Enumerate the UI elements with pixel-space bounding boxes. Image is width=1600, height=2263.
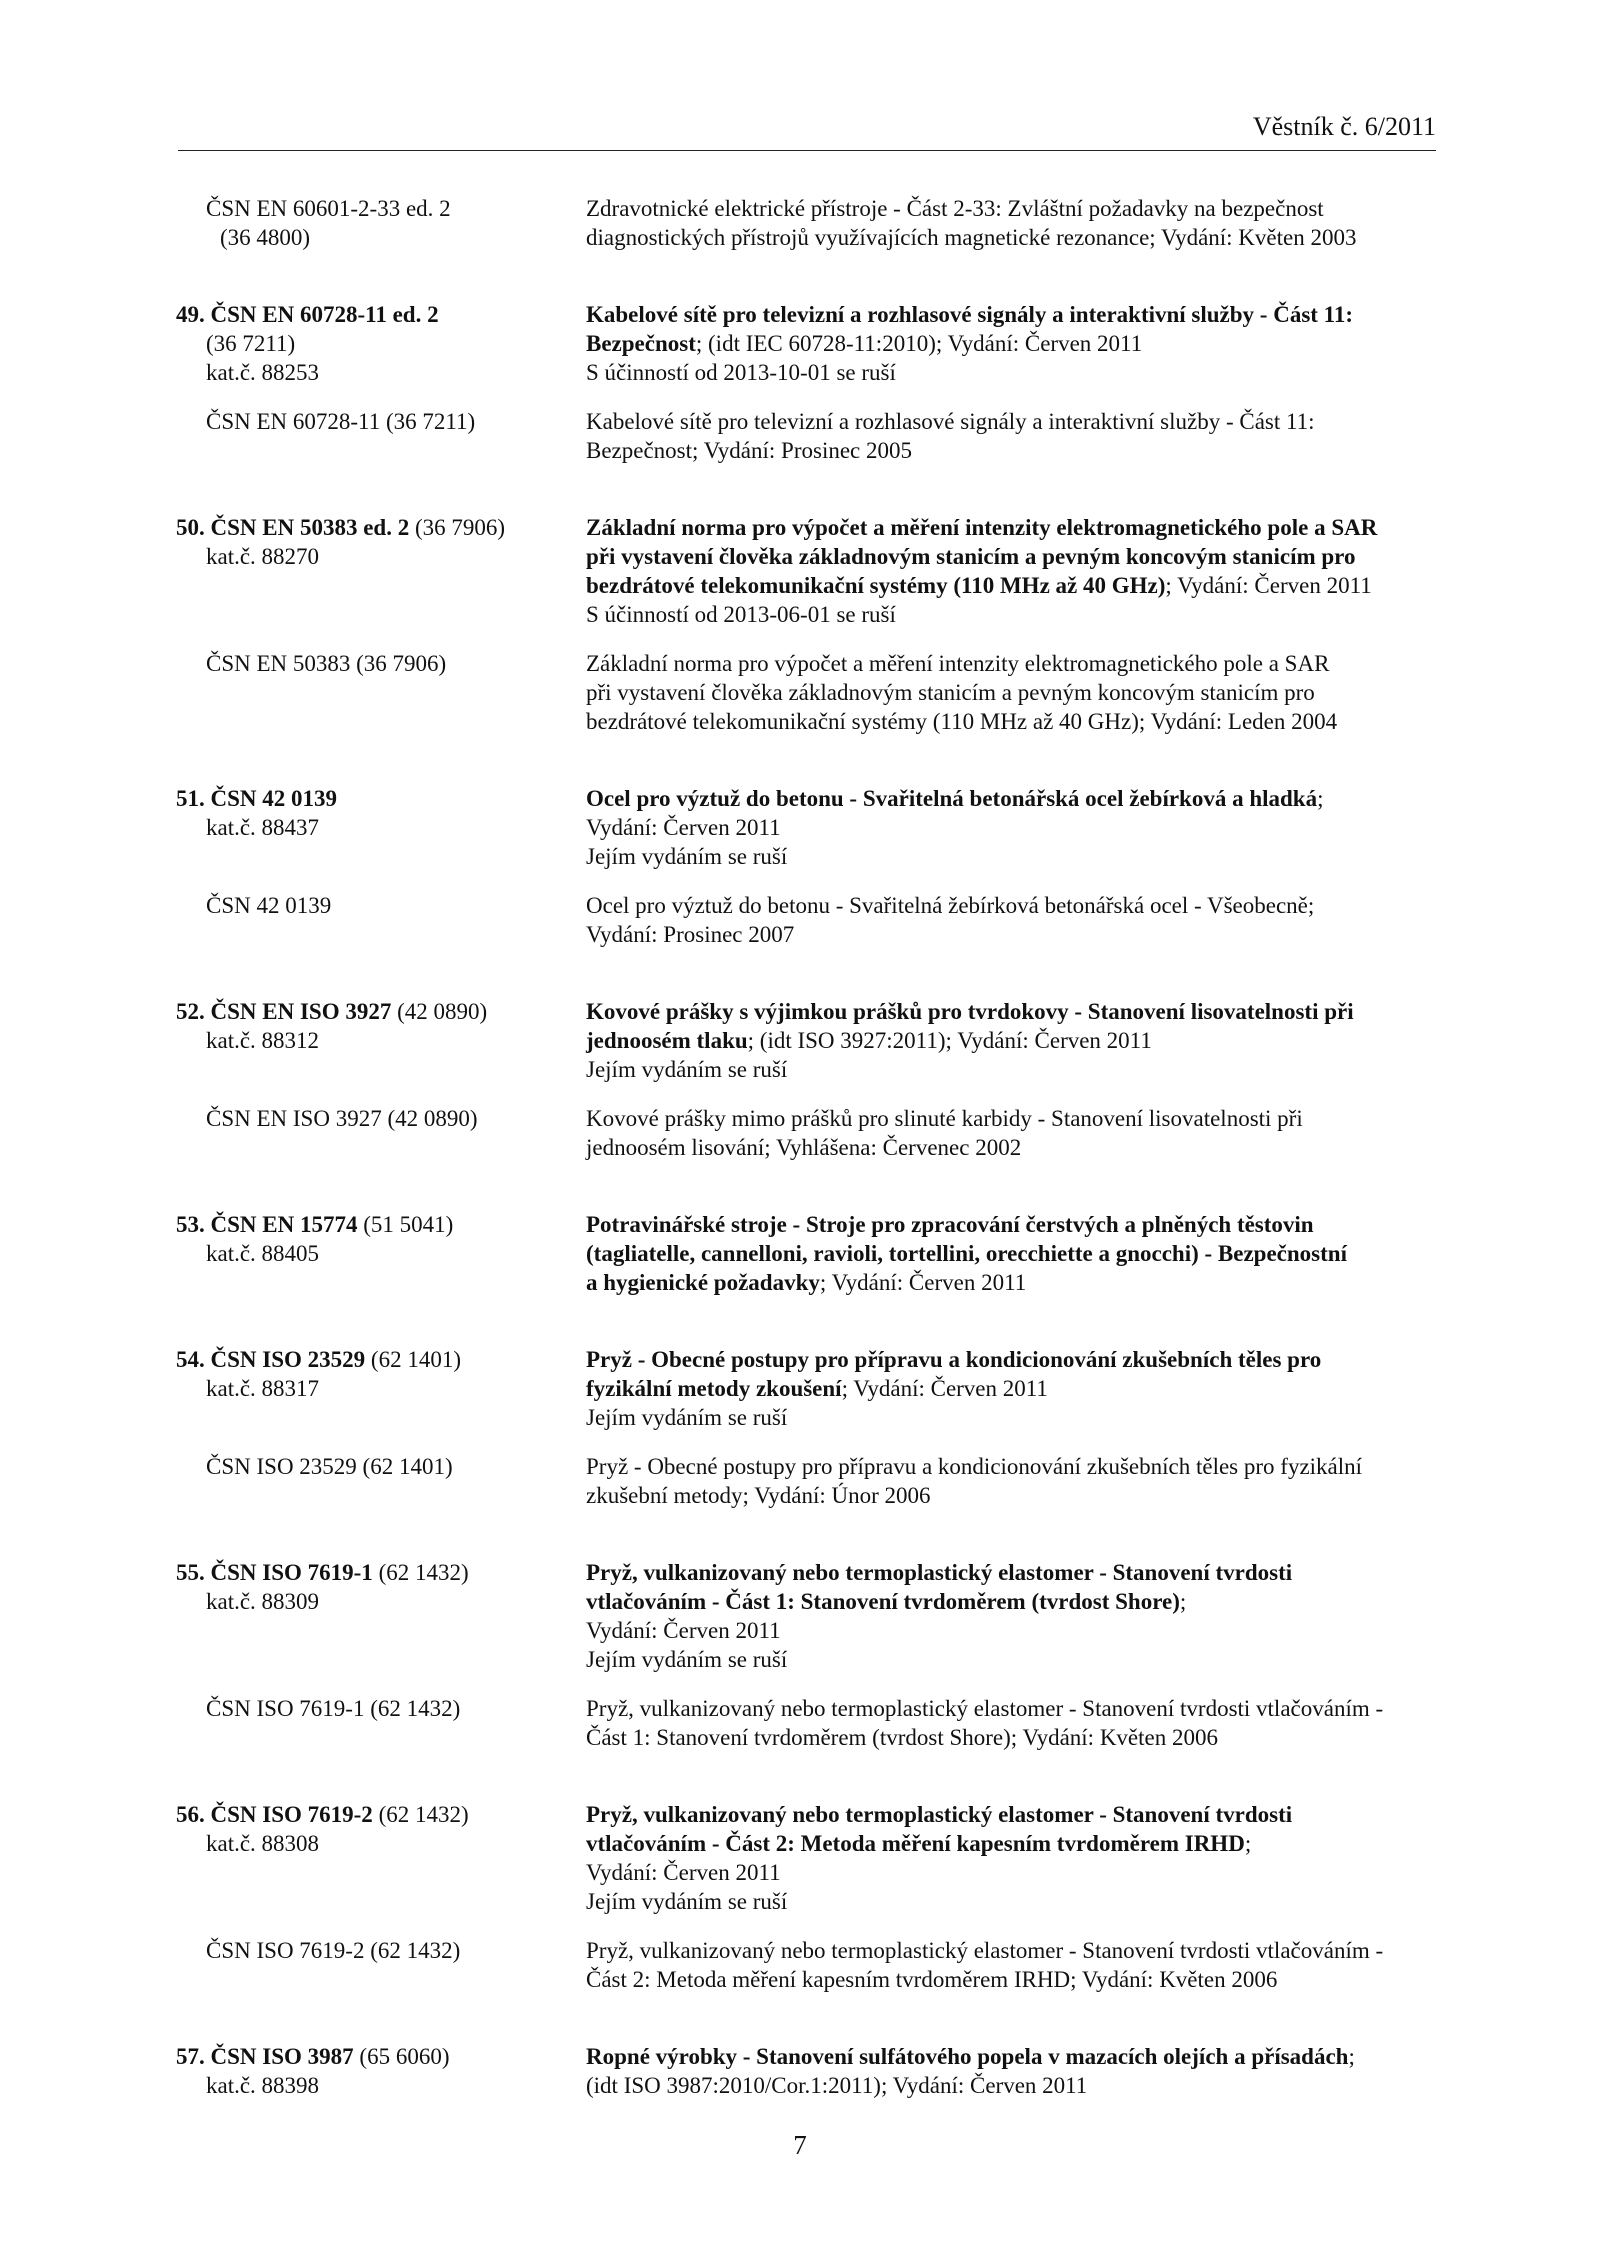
title-bold: bezdrátové telekomunikační systémy (110 MHz až 40 GHz) bbox=[586, 573, 1166, 598]
classification-code: (62 1432) bbox=[372, 1802, 469, 1827]
replaced-standard-id bbox=[176, 1694, 586, 1752]
entry-number: 53. bbox=[176, 1212, 211, 1237]
classification-code: (42 0890) bbox=[391, 999, 488, 1024]
standard-code: ČSN EN ISO 3927 bbox=[210, 999, 392, 1024]
title-bold: Potravinářské stroje - Stroje pro zpracování čerstvých a plněných těstovin bbox=[586, 1212, 1314, 1237]
issue-info: ; Vydání: Červen 2011 bbox=[819, 1270, 1027, 1295]
replaced-standard-row bbox=[176, 407, 1436, 465]
standard-entry bbox=[176, 1558, 1436, 1752]
standard-code: ČSN ISO 7619-2 bbox=[210, 1802, 373, 1827]
issue-info: ; bbox=[1348, 2044, 1355, 2069]
title-line: bezdrátové telekomunikační systémy (110 MHz až 40 GHz); Vydání: Leden 2004 bbox=[586, 709, 1338, 734]
replaced-code: ČSN ISO 23529 (62 1401) bbox=[206, 1454, 453, 1479]
issue-info: ; (idt IEC 60728-11:2010); Vydání: Červen 2011 bbox=[695, 331, 1143, 356]
replaced-standard-title bbox=[586, 1452, 1436, 1510]
replaced-standard-id bbox=[176, 1936, 586, 1994]
title-bold: (tagliatelle, cannelloni, ravioli, tortellini, orecchiette a gnocchi) - Bezpečnostní bbox=[586, 1241, 1347, 1266]
validity-note: Jejím vydáním se ruší bbox=[586, 1889, 788, 1914]
catalogue-number: kat.č. 88437 bbox=[206, 815, 320, 840]
standards-list bbox=[176, 194, 1436, 2148]
new-standard-title bbox=[586, 784, 1436, 871]
standard-entry bbox=[176, 1345, 1436, 1510]
standard-code-line bbox=[176, 1800, 586, 1829]
title-bold: Kabelové sítě pro televizní a rozhlasové signály a interaktivní služby - Část 11: bbox=[586, 302, 1354, 327]
new-standard-id bbox=[176, 300, 586, 387]
standard-code: ČSN ISO 23529 bbox=[210, 1347, 366, 1372]
title-line bbox=[586, 329, 1436, 358]
new-standard-title bbox=[586, 1800, 1436, 1916]
title-bold: Kovové prášky s výjimkou prášků pro tvrdokovy - Stanovení lisovatelnosti při bbox=[586, 999, 1354, 1024]
new-standard-title bbox=[586, 1558, 1436, 1674]
new-standard-row bbox=[176, 1558, 1436, 1674]
entry-number: 57. bbox=[176, 2044, 211, 2069]
title-bold: vtlačováním - Část 2: Metoda měření kapesním tvrdoměrem IRHD bbox=[586, 1831, 1245, 1856]
replaced-standard-row bbox=[176, 891, 1436, 949]
title-line: jednoosém lisování; Vyhlášena: Červenec 2002 bbox=[586, 1135, 1022, 1160]
catalogue-number: kat.č. 88270 bbox=[206, 544, 320, 569]
replaced-standard-id bbox=[176, 891, 586, 949]
replaced-standard-title bbox=[586, 649, 1436, 736]
title-bold: Pryž, vulkanizovaný nebo termoplastický elastomer - Stanovení tvrdosti bbox=[586, 1802, 1293, 1827]
title-bold: Ocel pro výztuž do betonu - Svařitelná betonářská ocel žebírková a hladká bbox=[586, 786, 1318, 811]
new-standard-id bbox=[176, 997, 586, 1084]
title-line bbox=[586, 2042, 1436, 2071]
standard-code: ČSN EN 15774 bbox=[210, 1212, 358, 1237]
standard-code-line bbox=[176, 2042, 586, 2071]
entry-number: 50. bbox=[176, 515, 211, 540]
issue-info: ; bbox=[1317, 786, 1324, 811]
catalogue-number: kat.č. 88312 bbox=[206, 1028, 320, 1053]
standard-entry bbox=[176, 1800, 1436, 1994]
replaced-standard-row bbox=[176, 649, 1436, 736]
new-standard-title bbox=[586, 2042, 1436, 2100]
replaced-standard-title bbox=[586, 1936, 1436, 1994]
title-bold: a hygienické požadavky bbox=[586, 1270, 820, 1295]
catalogue-number: kat.č. 88308 bbox=[206, 1831, 320, 1856]
standard-code-line bbox=[176, 1345, 586, 1374]
new-standard-row bbox=[176, 2042, 1436, 2100]
issue-info: ; Vydání: Červen 2011 bbox=[841, 1376, 1048, 1401]
standard-entry bbox=[176, 1210, 1436, 1297]
replaced-standard-id bbox=[176, 1104, 586, 1162]
title-line: Část 1: Stanovení tvrdoměrem (tvrdost Shore); Vydání: Květen 2006 bbox=[586, 1725, 1218, 1750]
title-line bbox=[586, 784, 1436, 813]
title-line bbox=[586, 300, 1436, 329]
replaced-standard-title bbox=[586, 891, 1436, 949]
issue-info: ; bbox=[1244, 1831, 1252, 1856]
title-bold: Bezpečnost bbox=[586, 331, 696, 356]
title-line bbox=[586, 1239, 1436, 1268]
replaced-standard-title bbox=[586, 1104, 1436, 1162]
replaced-standard-row bbox=[176, 1452, 1436, 1510]
standard-entry bbox=[176, 300, 1436, 465]
replaced-standard-title bbox=[586, 1694, 1436, 1752]
standard-entry bbox=[176, 784, 1436, 949]
replaced-code: ČSN EN 50383 (36 7906) bbox=[206, 651, 447, 676]
validity-note: S účinností od 2013-06-01 se ruší bbox=[586, 602, 896, 627]
title-line: Pryž, vulkanizovaný nebo termoplastický elastomer - Stanovení tvrdosti vtlačováním - bbox=[586, 1938, 1384, 1963]
title-line: Základní norma pro výpočet a měření intenzity elektromagnetického pole a SAR bbox=[586, 651, 1330, 676]
new-standard-row bbox=[176, 513, 1436, 629]
classification-code: (65 6060) bbox=[353, 2044, 450, 2069]
standard-entry bbox=[176, 2042, 1436, 2100]
replaced-standard-row bbox=[176, 1694, 1436, 1752]
new-standard-title bbox=[586, 300, 1436, 387]
new-standard-title bbox=[586, 1345, 1436, 1432]
catalogue-number: kat.č. 88309 bbox=[206, 1589, 320, 1614]
title-line bbox=[586, 1829, 1436, 1858]
replaced-code: ČSN EN ISO 3927 (42 0890) bbox=[206, 1106, 478, 1131]
title-line: Kabelové sítě pro televizní a rozhlasové signály a interaktivní služby - Část 11: bbox=[586, 409, 1315, 434]
title-line: Pryž, vulkanizovaný nebo termoplastický elastomer - Stanovení tvrdosti vtlačováním - bbox=[586, 1696, 1384, 1721]
title-bold: jednoosém tlaku bbox=[586, 1028, 748, 1053]
title-line bbox=[586, 1026, 1436, 1055]
validity-note: Vydání: Červen 2011 bbox=[586, 1860, 781, 1885]
title-bold: fyzikální metody zkoušení bbox=[586, 1376, 842, 1401]
title-line: Část 2: Metoda měření kapesním tvrdoměrem IRHD; Vydání: Květen 2006 bbox=[586, 1967, 1278, 1992]
title-line: Pryž - Obecné postupy pro přípravu a kondicionování zkušebních těles pro fyzikální bbox=[586, 1454, 1363, 1479]
replaced-standard-id bbox=[176, 194, 586, 252]
validity-note: Jejím vydáním se ruší bbox=[586, 1057, 788, 1082]
title-line bbox=[586, 542, 1436, 571]
standard-code: ČSN EN 60728-11 ed. 2 bbox=[210, 302, 439, 327]
classification-code: (62 1401) bbox=[365, 1347, 461, 1372]
new-standard-row bbox=[176, 784, 1436, 871]
replaced-standard-row bbox=[176, 1936, 1436, 1994]
new-standard-title bbox=[586, 1210, 1436, 1297]
title-line bbox=[586, 1587, 1436, 1616]
new-standard-id bbox=[176, 1800, 586, 1916]
standard-code-line bbox=[176, 1210, 586, 1239]
title-line bbox=[586, 1268, 1436, 1297]
title-bold: Základní norma pro výpočet a měření intenzity elektromagnetického pole a SAR bbox=[586, 515, 1378, 540]
replaced-standard-title bbox=[586, 194, 1436, 252]
replaced-code: ČSN ISO 7619-2 (62 1432) bbox=[206, 1938, 461, 1963]
page-header bbox=[178, 110, 1436, 151]
title-line: Vydání: Prosinec 2007 bbox=[586, 922, 795, 947]
classification-code: (62 1432) bbox=[372, 1560, 469, 1585]
entry-number: 56. bbox=[176, 1802, 211, 1827]
entry-number: 51. bbox=[176, 786, 211, 811]
replaced-standard-title bbox=[586, 407, 1436, 465]
new-standard-row bbox=[176, 1345, 1436, 1432]
standard-code-line bbox=[176, 513, 586, 542]
title-line: Kovové prášky mimo prášků pro slinuté karbidy - Stanovení lisovatelnosti při bbox=[586, 1106, 1303, 1131]
catalogue-number: (36 7211) bbox=[206, 331, 296, 356]
catalogue-number: kat.č. 88398 bbox=[206, 2073, 320, 2098]
standard-code: ČSN EN 50383 ed. 2 bbox=[210, 515, 410, 540]
new-standard-row bbox=[176, 300, 1436, 387]
title-line: Bezpečnost; Vydání: Prosinec 2005 bbox=[586, 438, 912, 463]
replaced-code: ČSN 42 0139 bbox=[206, 893, 332, 918]
replaced-standard-id bbox=[176, 649, 586, 736]
replaced-standard-id bbox=[176, 1452, 586, 1510]
validity-note: Vydání: Červen 2011 bbox=[586, 815, 781, 840]
replaced-code: (36 4800) bbox=[220, 225, 311, 250]
standard-code-line bbox=[176, 784, 586, 813]
validity-note: S účinností od 2013-10-01 se ruší bbox=[586, 360, 896, 385]
replaced-code: ČSN EN 60728-11 (36 7211) bbox=[206, 409, 476, 434]
replaced-standard-row bbox=[176, 194, 1436, 252]
validity-note: Vydání: Červen 2011 bbox=[586, 1618, 781, 1643]
title-line bbox=[586, 1800, 1436, 1829]
new-standard-id bbox=[176, 1345, 586, 1432]
page-number: 7 bbox=[793, 2130, 807, 2160]
new-standard-row bbox=[176, 1800, 1436, 1916]
catalogue-number: kat.č. 88253 bbox=[206, 360, 320, 385]
new-standard-row bbox=[176, 997, 1436, 1084]
title-line: diagnostických přístrojů využívajících magnetické rezonance; Vydání: Květen 2003 bbox=[586, 225, 1357, 250]
replaced-standard-id bbox=[176, 407, 586, 465]
new-standard-title bbox=[586, 997, 1436, 1084]
title-line bbox=[586, 571, 1436, 600]
new-standard-id bbox=[176, 513, 586, 629]
new-standard-id bbox=[176, 2042, 586, 2100]
standard-code-line bbox=[176, 300, 586, 329]
new-standard-id bbox=[176, 1558, 586, 1674]
standard-code-line bbox=[176, 1558, 586, 1587]
standard-entry bbox=[176, 194, 1436, 252]
new-standard-row bbox=[176, 1210, 1436, 1297]
title-line bbox=[586, 997, 1436, 1026]
standard-code: ČSN ISO 3987 bbox=[210, 2044, 354, 2069]
title-line bbox=[586, 1558, 1436, 1587]
validity-note: Jejím vydáním se ruší bbox=[586, 1405, 788, 1430]
entry-number: 54. bbox=[176, 1347, 211, 1372]
standard-entry bbox=[176, 997, 1436, 1162]
title-bold: Pryž - Obecné postupy pro přípravu a kondicionování zkušebních těles pro bbox=[586, 1347, 1322, 1372]
validity-note: Jejím vydáním se ruší bbox=[586, 1647, 788, 1672]
title-bold: Pryž, vulkanizovaný nebo termoplastický elastomer - Stanovení tvrdosti bbox=[586, 1560, 1293, 1585]
issue-info: ; (idt ISO 3927:2011); Vydání: Červen 2011 bbox=[747, 1028, 1152, 1053]
title-line bbox=[586, 513, 1436, 542]
standard-entry bbox=[176, 513, 1436, 736]
issue-info: ; bbox=[1179, 1589, 1187, 1614]
standard-code-line bbox=[176, 997, 586, 1026]
classification-code: (36 7906) bbox=[409, 515, 506, 540]
replaced-code: ČSN EN 60601-2-33 ed. 2 bbox=[206, 196, 451, 221]
title-line: Zdravotnické elektrické přístroje - Část 2-33: Zvláštní požadavky na bezpečnost bbox=[586, 196, 1324, 221]
title-bold: při vystavení člověka základnovým stanicím a pevným koncovým stanicím pro bbox=[586, 544, 1356, 569]
catalogue-number: kat.č. 88317 bbox=[206, 1376, 320, 1401]
standard-code: ČSN 42 0139 bbox=[210, 786, 338, 811]
entry-number: 49. bbox=[176, 302, 211, 327]
catalogue-number: kat.č. 88405 bbox=[206, 1241, 320, 1266]
replaced-code: ČSN ISO 7619-1 (62 1432) bbox=[206, 1696, 461, 1721]
entry-number: 55. bbox=[176, 1560, 211, 1585]
new-standard-title bbox=[586, 513, 1436, 629]
title-line: zkušební metody; Vydání: Únor 2006 bbox=[586, 1483, 931, 1508]
journal-title: Věstník č. 6/2011 bbox=[1252, 112, 1436, 141]
replaced-standard-row bbox=[176, 1104, 1436, 1162]
title-line bbox=[586, 1374, 1436, 1403]
title-line bbox=[586, 1210, 1436, 1239]
new-standard-id bbox=[176, 784, 586, 871]
title-bold: vtlačováním - Část 1: Stanovení tvrdoměrem (tvrdost Shore) bbox=[586, 1589, 1180, 1614]
validity-note: (idt ISO 3987:2010/Cor.1:2011); Vydání: Červen 2011 bbox=[586, 2073, 1088, 2098]
issue-info: ; Vydání: Červen 2011 bbox=[1165, 573, 1372, 598]
title-line: Ocel pro výztuž do betonu - Svařitelná žebírková betonářská ocel - Všeobecně; bbox=[586, 893, 1315, 918]
title-line: při vystavení člověka základnovým stanicím a pevným koncovým stanicím pro bbox=[586, 680, 1315, 705]
standard-code: ČSN ISO 7619-1 bbox=[210, 1560, 373, 1585]
new-standard-id bbox=[176, 1210, 586, 1297]
title-line bbox=[586, 1345, 1436, 1374]
title-bold: Ropné výrobky - Stanovení sulfátového popela v mazacích olejích a přísadách bbox=[586, 2044, 1349, 2069]
classification-code: (51 5041) bbox=[357, 1212, 454, 1237]
validity-note: Jejím vydáním se ruší bbox=[586, 844, 788, 869]
entry-number: 52. bbox=[176, 999, 211, 1024]
